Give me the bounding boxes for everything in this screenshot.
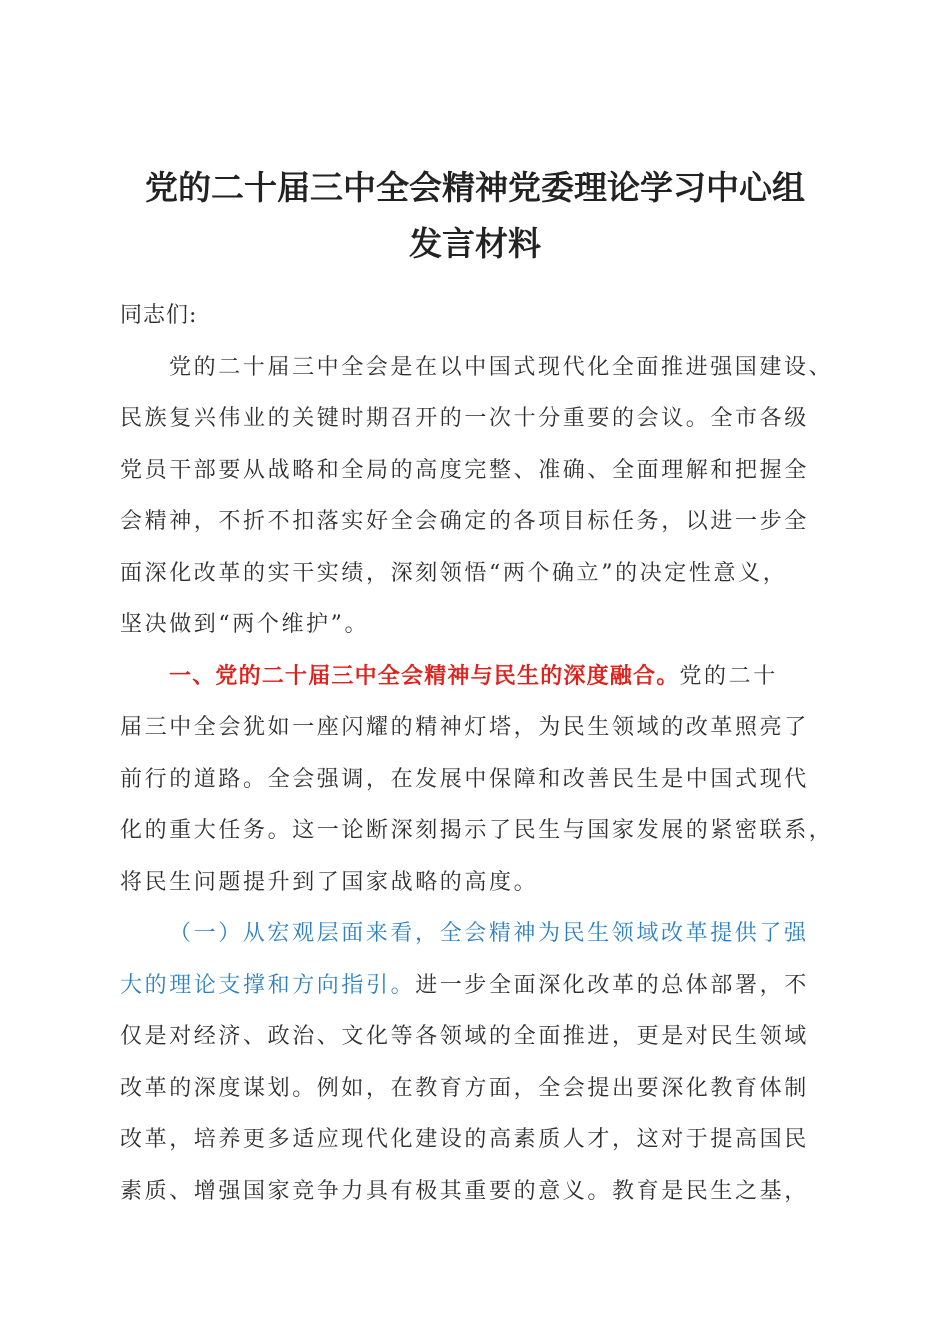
intro-line: 党的二十届三中全会是在以中国式现代化全面推进强国建设、 (169, 354, 834, 380)
intro-line: 民族复兴伟业的关键时期召开的一次十分重要的会议。全市各级 (120, 406, 809, 431)
subsection-1-line: 素质、增强国家竞争力具有极其重要的意义。教育是民生之基， (120, 1178, 809, 1204)
intro-line: 党员干部要从战略和全局的高度完整、准确、全面理解和把握全 (120, 457, 809, 483)
section-1-first-line (120, 651, 832, 703)
intro-line: 会精神，不折不扣落实好全会确定的各项目标任务，以进一步全 (120, 509, 809, 534)
section-1-text: 党的二十 (679, 663, 778, 689)
section-1-line: 届三中全会犹如一座闪耀的精神灯塔，为民生领域的改革照亮了 (120, 715, 809, 740)
intro-line: 面深化改革的实干实绩，深刻领悟“两个确立”的决定性意义， (120, 560, 788, 586)
document-body (120, 290, 832, 1217)
intro-line: 坚决做到“两个维护”。 (120, 612, 370, 637)
section-1-line: 前行的道路。全会强调，在发展中保障和改善民生是中国式现代 (120, 766, 809, 792)
title-line-1: 党的二十届三中全会精神党委理论学习中心组 (145, 168, 805, 207)
subsection-1-line: 改革，培养更多适应现代化建设的高素质人才，这对于提高国民 (120, 1127, 809, 1152)
document-title (100, 160, 850, 272)
subsection-1-line: 仅是对经济、政治、文化等各领域的全面推进，更是对民生领域 (120, 1024, 809, 1049)
subsection-1-heading-line-1: （一）从宏观层面来看，全会精神为民生领域改革提供了强 (169, 921, 809, 946)
section-1-line: 化的重大任务。这一论断深刻揭示了民生与国家发展的紧密联系， (120, 818, 834, 843)
subsection-1-second-line (120, 960, 832, 1012)
salutation: 同志们: (120, 303, 198, 328)
section-1-heading: 一、党的二十届三中全会精神与民生的深度融合。 (169, 663, 680, 689)
subsection-1-line: 改革的深度谋划。例如，在教育方面，全会提出要深化教育体制 (120, 1075, 809, 1101)
subsection-1-text: 进一步全面深化改革的总体部署，不 (415, 972, 809, 998)
section-1-line: 将民生问题提升到了国家战略的高度。 (120, 869, 539, 895)
title-line-2: 发言材料 (409, 224, 541, 263)
subsection-1-heading-line-2: 大的理论支撑和方向指引。 (120, 972, 416, 998)
